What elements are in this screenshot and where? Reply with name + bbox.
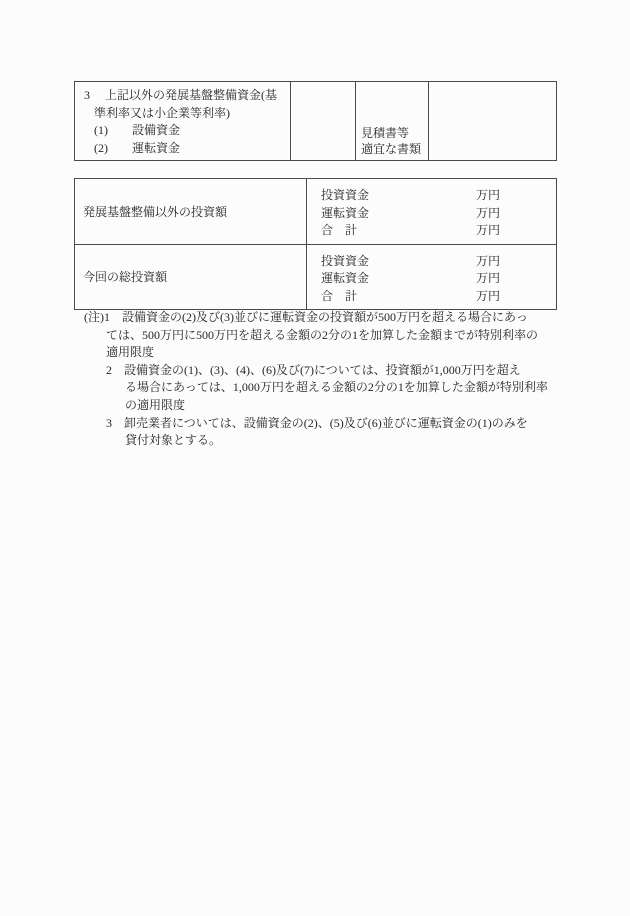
unit-label: 万円	[475, 188, 500, 202]
amount-line	[321, 288, 500, 306]
investment-amount-table	[74, 178, 557, 310]
fund-item-line: 3 上記以外の発展基盤整備資金(基	[84, 88, 277, 102]
fund-name: 運転資金	[321, 205, 370, 220]
note-line: 適用限度	[106, 345, 155, 360]
amount-line	[321, 205, 500, 223]
fund-name: 投資資金	[321, 188, 370, 202]
empty-cell	[429, 82, 557, 161]
note-line: ては、500万円に500万円を超える金額の2分の1を加算した金額までが特別利率の	[106, 327, 539, 342]
unit-label: 万円	[475, 253, 500, 268]
row-label-cell: 発展基盤整備以外の投資額	[75, 179, 307, 245]
fund-name: 運転資金	[321, 271, 370, 285]
funds-documents-table	[74, 81, 557, 161]
amount-cell	[307, 244, 557, 310]
unit-label: 万円	[475, 205, 500, 220]
amount-line	[321, 222, 500, 240]
fund-item-line: 準利率又は小企業等利率)	[94, 105, 230, 120]
investment-row	[75, 179, 557, 245]
fund-item-line: (1) 設備資金	[94, 123, 180, 137]
amount-line	[321, 253, 500, 271]
required-documents-line: 適宜な書類	[361, 141, 422, 156]
fund-table-row	[75, 82, 557, 161]
row-label-cell: 今回の総投資額	[75, 244, 307, 310]
fund-name: 投資資金	[321, 253, 370, 268]
fund-item-cell	[75, 82, 291, 161]
fund-name: 合 計	[321, 223, 358, 237]
note-line: 3 卸売業者については、設備資金の(2)、(5)及び(6)並びに運転資金の(1)のみを	[106, 415, 528, 430]
investment-row	[75, 244, 557, 310]
note-line: の適用限度	[125, 397, 186, 412]
unit-label: 万円	[475, 288, 500, 303]
fund-name: 合 計	[321, 288, 358, 303]
required-documents-cell	[356, 82, 429, 161]
note-line: (注)1 設備資金の(2)及び(3)並びに運転資金の投資額が500万円を超える場合にあっ	[84, 310, 528, 324]
unit-label: 万円	[475, 271, 500, 285]
amount-line	[321, 187, 500, 205]
amount-line	[321, 270, 500, 288]
required-documents-line: 見積書等	[361, 126, 410, 140]
amount-cell	[307, 179, 557, 245]
unit-label: 万円	[475, 223, 500, 237]
fund-item-line: (2) 運転資金	[94, 140, 180, 155]
note-line: 貸付対象とする。	[125, 433, 222, 448]
note-line: る場合にあっては、1,000万円を超える金額の2分の1を加算した金額が特別利率	[125, 380, 548, 395]
note-line: 2 設備資金の(1)、(3)、(4)、(6)及び(7)については、投資額が1,000万円を超え	[106, 362, 521, 377]
empty-cell	[291, 82, 356, 161]
notes	[0, 309, 630, 450]
